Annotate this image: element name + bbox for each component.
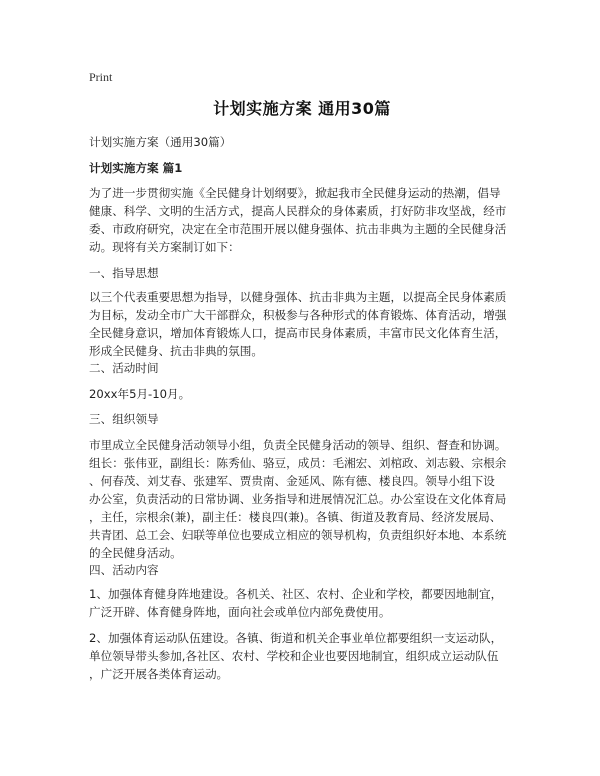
content-item-2 — [89, 629, 515, 683]
paragraph-line: 2、加强体育运动队伍建设。各镇、街道和机关企事业单位都要组织一支运动队， — [89, 631, 503, 645]
paragraph-line: 1、加强体育健身阵地建设。各机关、社区、农村、企业和学校，都要因地制宜， — [89, 587, 503, 601]
paragraph-line: 健康、科学、文明的生活方式，提高人民群众的身体素质，打好防非攻坚战，经市 — [89, 204, 507, 218]
paragraph-line: 的全民健身活动。 — [89, 546, 182, 560]
print-link[interactable]: Print — [89, 70, 113, 84]
paragraph-line: 为了进一步贯彻实施《全民健身计划纲要》，掀起我市全民健身运动的热潮，倡导 — [89, 186, 501, 200]
heading-activity-content: 四、活动内容 — [89, 563, 159, 577]
paragraph-line: 共青团、总工会、妇联等单位也要成立相应的领导机构，负责组织好本地、本系统 — [89, 528, 507, 542]
paragraph-line: 市里成立全民健身活动领导小组，负责全民健身活动的领导、组织、督查和协调。 — [89, 438, 507, 452]
paragraph-line: 全民健身意识，增加体育锻炼人口，提高市民身体素质，丰富市民文化体育生活， — [89, 326, 507, 340]
paragraph-line: 形成全民健身、抗击非典的氛围。 — [89, 344, 263, 358]
paragraph-line: ，主任，宗根余(兼)，副主任：楼良四(兼)。各镇、街道及教育局、经济发展局、 — [89, 510, 502, 524]
paragraph-line: 为目标，发动全市广大干部群众，积极参与各种形式的体育锻炼、体育活动，增强 — [89, 308, 507, 322]
paragraph-line: 以三个代表重要思想为指导，以健身强体、抗击非典为主题，以提高全民身体素质 — [89, 290, 507, 304]
heading-guiding-ideology: 一、指导思想 — [89, 266, 159, 280]
paragraph-line: 组长：张伟亚，副组长：陈秀仙、骆豆，成员：毛湘宏、刘棺政、刘志毅、宗根余 — [89, 456, 507, 470]
organization-paragraph — [89, 436, 515, 562]
page-title: 计划实施方案 通用30篇 — [213, 99, 391, 118]
paragraph-line: 、何春茂、刘艾春、张建军、贾贵南、金延风、陈有德、楼良四。领导小组下设 — [89, 474, 495, 488]
paragraph-line: ，广泛开展各类体育运动。 — [89, 667, 229, 681]
paragraph-line: 办公室，负责活动的日常协调、业务指导和进展情况汇总。办公室设在文化体育局 — [89, 492, 507, 506]
heading-activity-time: 二、活动时间 — [89, 361, 159, 375]
content-item-1 — [89, 585, 515, 621]
section-title: 计划实施方案 篇1 — [89, 161, 183, 175]
paragraph-line: 广泛开辟、体育健身阵地，面向社会或单位内部免费使用。 — [89, 605, 391, 619]
paragraph-line: 动。现将有关方案制订如下： — [89, 240, 240, 254]
guiding-paragraph — [89, 288, 515, 360]
document-subtitle: 计划实施方案（通用30篇） — [89, 135, 232, 149]
activity-time-text: 20xx年5月-10月。 — [89, 387, 191, 401]
paragraph-line: 委、市政府研究，决定在全市范围开展以健身强体、抗击非典为主题的全民健身活 — [89, 222, 507, 236]
intro-paragraph — [89, 184, 515, 256]
heading-organization: 三、组织领导 — [89, 412, 159, 426]
paragraph-line: 单位领导带头参加,各社区、农村、学校和企业也要因地制宜，组织成立运动队伍 — [89, 649, 499, 663]
